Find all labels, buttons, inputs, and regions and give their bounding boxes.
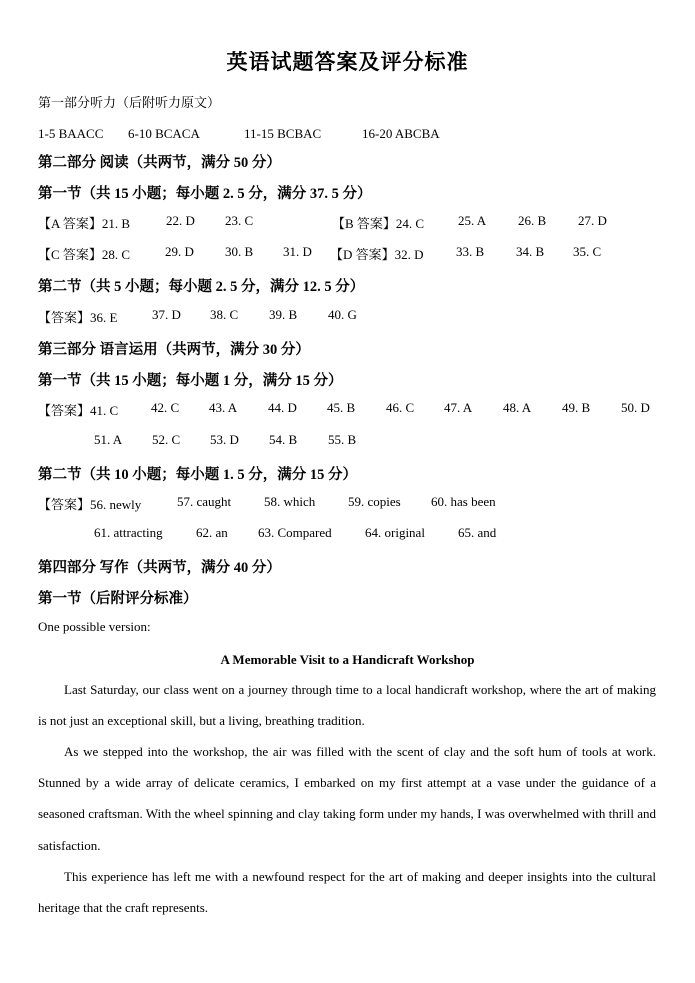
part2-section1-heading: 第一节（共 15 小题；每小题 2. 5 分，满分 37. 5 分）: [38, 186, 372, 202]
part3-section2-heading: 第二节（共 10 小题；每小题 1. 5 分，满分 15 分）: [38, 467, 357, 483]
answer-item: 33. B: [456, 244, 485, 259]
answer-item: 37. D: [152, 307, 181, 322]
version-label: One possible version:: [38, 619, 151, 634]
answer-item: 26. B: [518, 213, 547, 228]
answer-item: 54. B: [269, 432, 298, 447]
answer-item: 22. D: [166, 213, 195, 228]
answer-item: 27. D: [578, 213, 607, 228]
answer-item: 39. B: [269, 307, 298, 322]
answer-group: 1-5 BAACC: [38, 126, 104, 141]
answer-group: 16-20 ABCBA: [362, 126, 440, 141]
answer-item: 【答案】56. newly: [38, 497, 142, 512]
answer-item: 43. A: [209, 400, 238, 415]
answer-item: 【答案】41. C: [38, 403, 119, 418]
answer-item: 63. Compared: [258, 525, 332, 540]
essay-paragraph-3: This experience has left me with a newfound respect for the art of making and deeper insights into the cultural heritage that the craft represents.: [38, 869, 656, 916]
answer-item: 25. A: [458, 213, 487, 228]
answer-item: 29. D: [165, 244, 194, 259]
answer-item: 49. B: [562, 400, 591, 415]
answer-item: 46. C: [386, 400, 415, 415]
answer-item: 23. C: [225, 213, 254, 228]
answer-item: 60. has been: [431, 494, 496, 509]
part3-section1-heading: 第一节（共 15 小题；每小题 1 分，满分 15 分）: [38, 373, 343, 389]
answer-item: 53. D: [210, 432, 239, 447]
part3-heading: 第三部分 语言运用（共两节，满分 30 分）: [38, 342, 310, 358]
answer-item: 34. B: [516, 244, 545, 259]
answer-item: 45. B: [327, 400, 356, 415]
answer-item: 47. A: [444, 400, 473, 415]
answer-item: 59. copies: [348, 494, 401, 509]
answer-item: 50. D: [621, 400, 650, 415]
answer-item: 62. an: [196, 525, 228, 540]
essay-paragraph-1: Last Saturday, our class went on a journey through time to a local handicraft workshop, where the art of making is not just an exceptional skill, but a living, breathing tradition.: [38, 682, 656, 729]
answer-item: 31. D: [283, 244, 312, 259]
answer-item: 58. which: [264, 494, 316, 509]
answer-item: 38. C: [210, 307, 239, 322]
answer-item: 【B 答案】24. C: [332, 216, 425, 231]
answer-item: 【A 答案】21. B: [38, 216, 131, 231]
essay-paragraph-2: As we stepped into the workshop, the air was filled with the scent of clay and the soft hum of tools at work. Stunned by a wide array of delicate ceramics, I embarked on my first attempt at a vase under the guidance of a seasoned craftsman. With the wheel spinning and clay taking form under my hands, I was overwhelmed with thrill and satisfaction.: [38, 744, 656, 853]
answer-item: 51. A: [94, 432, 123, 447]
part2-section2-heading: 第二节（共 5 小题；每小题 2. 5 分，满分 12. 5 分）: [38, 279, 365, 295]
part4-section1-heading: 第一节（后附评分标准）: [38, 591, 198, 607]
answer-item: 【D 答案】32. D: [330, 247, 424, 262]
part1-heading: 第一部分听力（后附听力原文）: [38, 95, 221, 110]
answer-item: 61. attracting: [94, 525, 163, 540]
answer-item: 40. G: [328, 307, 357, 322]
answer-item: 【答案】36. E: [38, 310, 118, 325]
answer-item: 57. caught: [177, 494, 232, 509]
answer-item: 48. A: [503, 400, 532, 415]
answer-item: 35. C: [573, 244, 602, 259]
part4-heading: 第四部分 写作（共两节，满分 40 分）: [38, 560, 281, 576]
answer-item: 30. B: [225, 244, 254, 259]
answer-item: 52. C: [152, 432, 181, 447]
answer-item: 44. D: [268, 400, 297, 415]
answer-item: 55. B: [328, 432, 357, 447]
answer-group: 11-15 BCBAC: [244, 126, 322, 141]
part2-heading: 第二部分 阅读（共两节，满分 50 分）: [38, 155, 281, 171]
answer-item: 64. original: [365, 525, 425, 540]
page-title: 英语试题答案及评分标准: [226, 50, 469, 74]
answer-group: 6-10 BCACA: [128, 126, 200, 141]
answer-item: 【C 答案】28. C: [38, 247, 131, 262]
essay-title: A Memorable Visit to a Handicraft Workshop: [220, 652, 475, 667]
answer-item: 65. and: [458, 525, 497, 540]
answer-item: 42. C: [151, 400, 180, 415]
